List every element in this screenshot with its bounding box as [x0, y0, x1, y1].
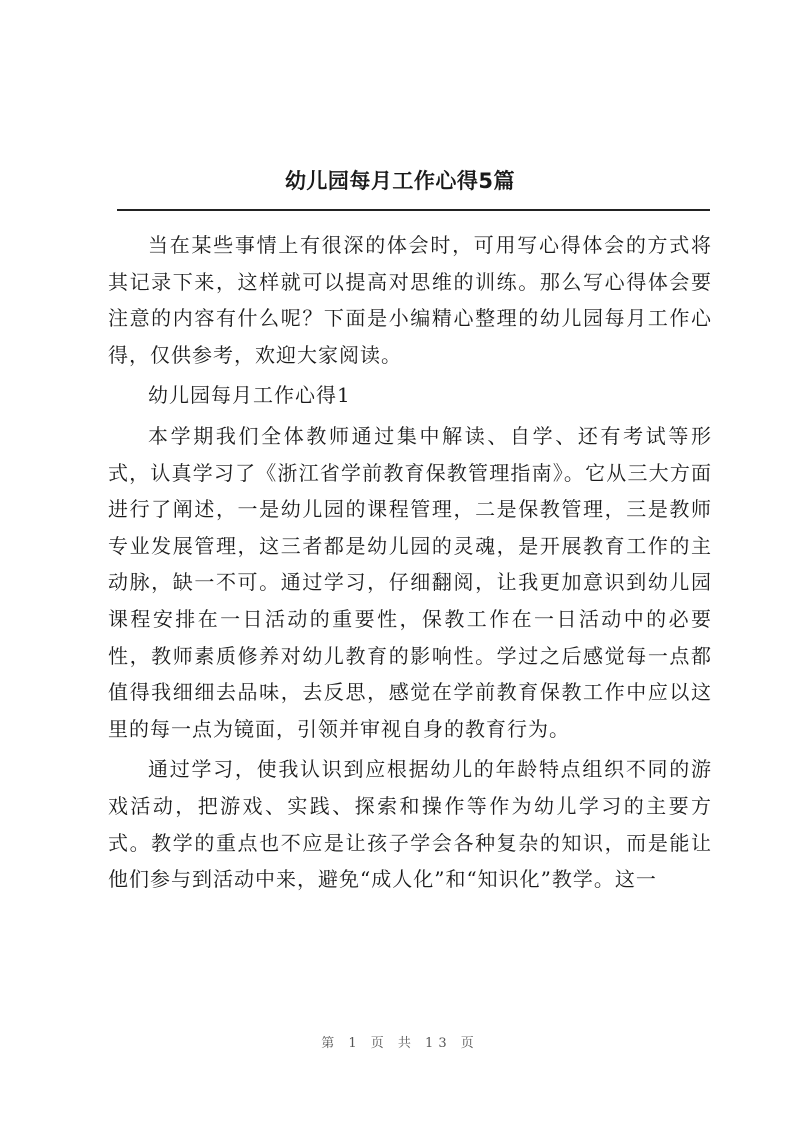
document-body: [108, 227, 712, 898]
body-paragraph: 本学期我们全体教师通过集中解读、自学、还有考试等形式，认真学习了《浙江省学前教育保教管理指南》。它从三大方面进行了阐述，一是幼儿园的课程管理，二是保教管理，三是教师专业发展管理，这三者都是幼儿园的灵魂，是开展教育工作的主动脉，缺一不可。通过学习，仔细翻阅，让我更加意识到幼儿园课程安排在一日活动的重要性，保教工作在一日活动中的必要性，教师素质修养对幼儿教育的影响性。学过之后感觉每一点都值得我细细去品味，去反思，感觉在学前教育保教工作中应以这里的每一点为镜面，引领并审视自身的教育行为。: [108, 423, 712, 741]
page-title: 幼儿园每月工作心得5篇: [284, 169, 516, 193]
body-paragraph: 通过学习，使我认识到应根据幼儿的年龄特点组织不同的游戏活动，把游戏、实践、探索和操作等作为幼儿学习的主要方式。教学的重点也不应是让孩子学会各种复杂的知识，而是能让他们参与到活动中来，避免“成人化”和“知识化”教学。这一: [108, 757, 712, 892]
title-divider: [117, 209, 710, 211]
page-number-footer: 第 1 页 共 13 页: [321, 1036, 479, 1051]
section-heading: 幼儿园每月工作心得1: [148, 383, 351, 408]
intro-paragraph: 当在某些事情上有很深的体会时，可用写心得体会的方式将其记录下来，这样就可以提高对思维的训练。那么写心得体会要注意的内容有什么呢？下面是小编精心整理的幼儿园每月工作心得，仅供参考，欢迎大家阅读。: [108, 233, 712, 367]
